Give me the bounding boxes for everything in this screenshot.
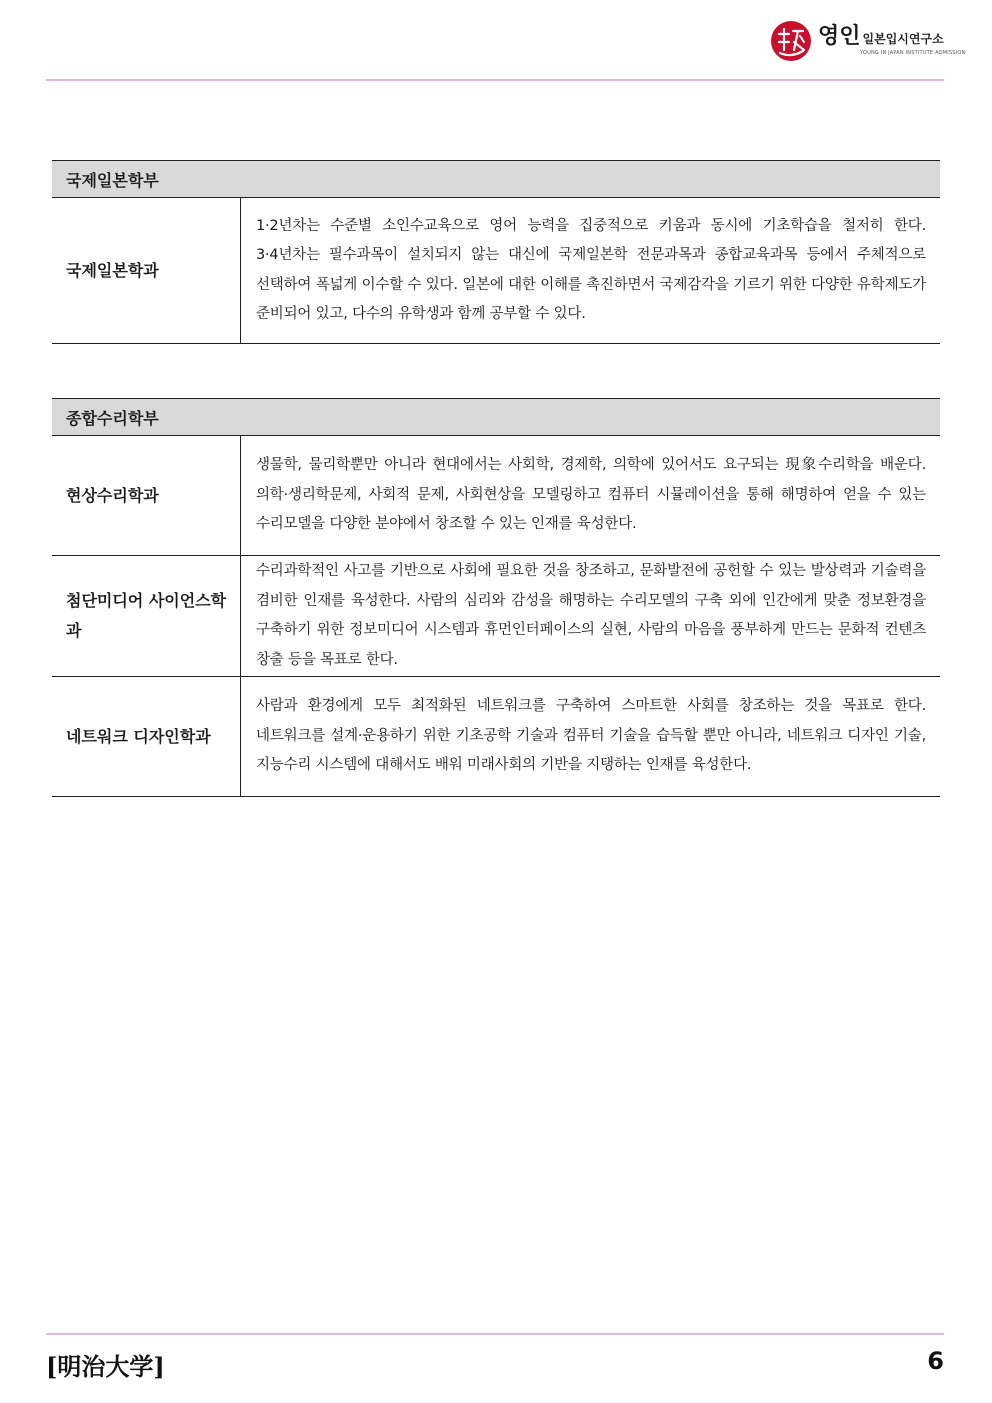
logo-english: YOUNG IN JAPAN INSTITUTE ADMISSION xyxy=(860,50,966,56)
faculty-heading: 국제일본학부 xyxy=(52,161,940,198)
department-row xyxy=(52,198,940,344)
faculty-table-mathematical-sciences xyxy=(52,398,940,797)
faculty-heading: 종합수리학부 xyxy=(52,399,940,436)
institute-logo xyxy=(770,20,965,62)
logo-emblem-icon xyxy=(770,20,812,62)
footer-university: [明治大学] xyxy=(46,1352,165,1381)
department-description: 1·2년차는 수준별 소인수교육으로 영어 능력을 집중적으로 키움과 동시에 기초학습을 철저히 한다. 3·4년차는 필수과목이 설치되지 않는 대신에 국제일본학 전문과목과 종합교육과목 등에서 주체적으로 선택하여 폭넓게 이수할 수 있다. 일본에 대한 이해를 촉진하면서 국제감각을 기르기 위한 다양한 유학제도가 준비되어 있고, 다수의 유학생과 함께 공부할 수 있다. xyxy=(241,198,941,344)
department-description: 수리과학적인 사고를 기반으로 사회에 필요한 것을 창조하고, 문화발전에 공헌할 수 있는 발상력과 기술력을 겸비한 인재를 육성한다. 사람의 심리와 감성을 해명하는 수리모델의 구축 외에 인간에게 맞춘 정보환경을 구축하기 위한 정보미디어 시스템과 휴먼인터페이스의 실현, 사람의 마음을 풍부하게 만드는 문화적 컨텐츠 창출 등을 목표로 한다. xyxy=(241,556,941,677)
logo-text xyxy=(818,26,965,56)
department-name: 첨단미디어 사이언스학과 xyxy=(52,556,241,677)
footer-divider xyxy=(46,1333,944,1335)
department-name: 현상수리학과 xyxy=(52,436,241,556)
logo-brand: 영인 xyxy=(818,24,861,49)
department-description: 생물학, 물리학뿐만 아니라 현대에서는 사회학, 경제학, 의학에 있어서도 요구되는 現象수리학을 배운다. 의학·생리학문제, 사회적 문제, 사회현상을 모델링하고 컴퓨터 시뮬레이션을 통해 해명하여 얻을 수 있는 수리모델을 다양한 분야에서 창조할 수 있는 인재를 육성한다. xyxy=(241,436,941,556)
department-name: 네트워크 디자인학과 xyxy=(52,677,241,797)
department-description: 사람과 환경에게 모두 최적화된 네트워크를 구축하여 스마트한 사회를 창조하는 것을 목표로 한다. 네트워크를 설계·운용하기 위한 기초공학 기술과 컴퓨터 기술을 습득할 뿐만 아니라, 네트워크 디자인 기술, 지능수리 시스템에 대해서도 배워 미래사회의 기반을 지탱하는 인재를 육성한다. xyxy=(241,677,941,797)
page-number: 6 xyxy=(927,1347,944,1375)
department-row xyxy=(52,436,940,556)
department-name: 국제일본학과 xyxy=(52,198,241,344)
header-divider xyxy=(46,79,944,81)
logo-subtitle: 일본입시연구소 xyxy=(862,32,944,46)
faculty-table-international-japan xyxy=(52,160,940,344)
department-row xyxy=(52,556,940,677)
department-row xyxy=(52,677,940,797)
